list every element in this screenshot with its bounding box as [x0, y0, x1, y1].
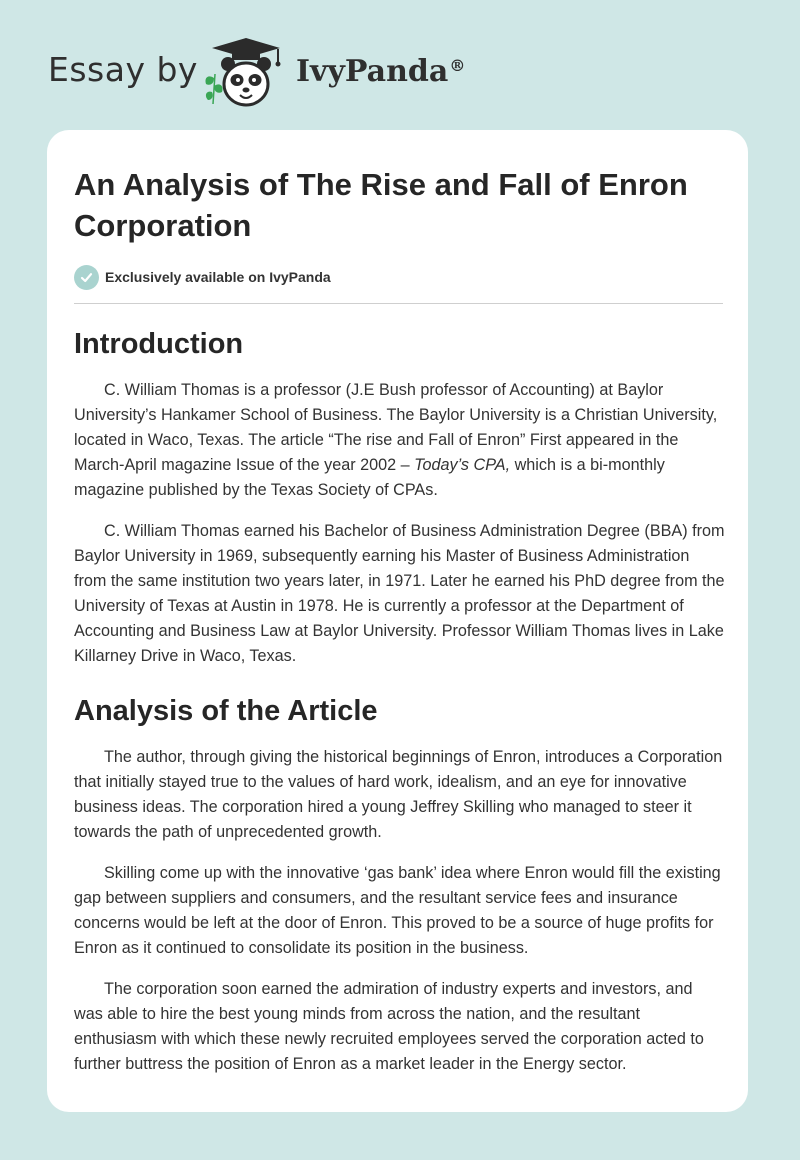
article-card — [47, 130, 748, 1112]
brand-name-text: IvyPanda — [296, 54, 449, 89]
check-icon — [74, 265, 99, 290]
publication-name: Today’s CPA, — [414, 456, 511, 474]
divider — [74, 303, 723, 304]
paragraph — [74, 378, 725, 503]
brand-name[interactable] — [296, 54, 465, 89]
article-body — [74, 324, 725, 1077]
paragraph: C. William Thomas earned his Bachelor of Business Administration Degree (BBA) from Baylor University in 1969, subsequently earning his Master of Business Administration from the same institution two years later, in 1971. Later he earned his PhD degree from the University of Texas at Austin in 1978. He is currently a professor at the Department of Accounting and Business Law at Baylor University. Professor William Thomas lives in Lake Killarney Drive in Waco, Texas. — [74, 522, 725, 665]
paragraph: The corporation soon earned the admiration of industry experts and investors, and was able to hire the best young minds from across the nation, and the resultant enthusiasm with which these newly recruited employees served the corporation acted to further buttress the position of Enron as a market leader in the Energy sector. — [74, 980, 704, 1073]
exclusive-badge — [74, 264, 331, 290]
paragraph-text: which is a bi-monthly magazine published by the Texas Society of CPAs. — [74, 456, 665, 499]
paragraph: The author, through giving the historical beginnings of Enron, introduces a Corporation that initially stayed true to the values of hard work, idealism, and an eye for innovative business ideas. The corporation hired a young Jeffrey Skilling who managed to steer it towards the path of unprecedented growth. — [74, 748, 723, 841]
section-heading-analysis: Analysis of the Article — [74, 695, 378, 727]
site-header — [0, 0, 800, 130]
exclusive-label: Exclusively available on IvyPanda — [105, 269, 331, 285]
paragraph: Skilling come up with the innovative ‘gas bank’ idea where Enron would fill the existing gap between suppliers and consumers, and the resultant service fees and insurance concerns would be left at the door of Enron. This proved to be a source of huge profits for Enron as it continued to consolidate its position in the business. — [74, 864, 721, 957]
panda-graduate-logo-icon[interactable] — [200, 34, 292, 110]
section-heading-introduction: Introduction — [74, 328, 244, 360]
article-title: An Analysis of The Rise and Fall of Enron Corporation — [74, 167, 688, 243]
ivy-leaf-icon — [205, 74, 222, 104]
essay-by-label: Essay by — [48, 50, 198, 89]
paragraph-text: C. William Thomas is a professor (J.E Bush professor of Accounting) at Baylor University’s Hankamer School of Business. The Baylor University is a Christian University, located in Waco, Texas. The article “The rise and Fall of Enron” First appeared in the March-April magazine Issue of the year 2002 – — [74, 381, 718, 474]
registered-mark: ® — [449, 56, 466, 75]
